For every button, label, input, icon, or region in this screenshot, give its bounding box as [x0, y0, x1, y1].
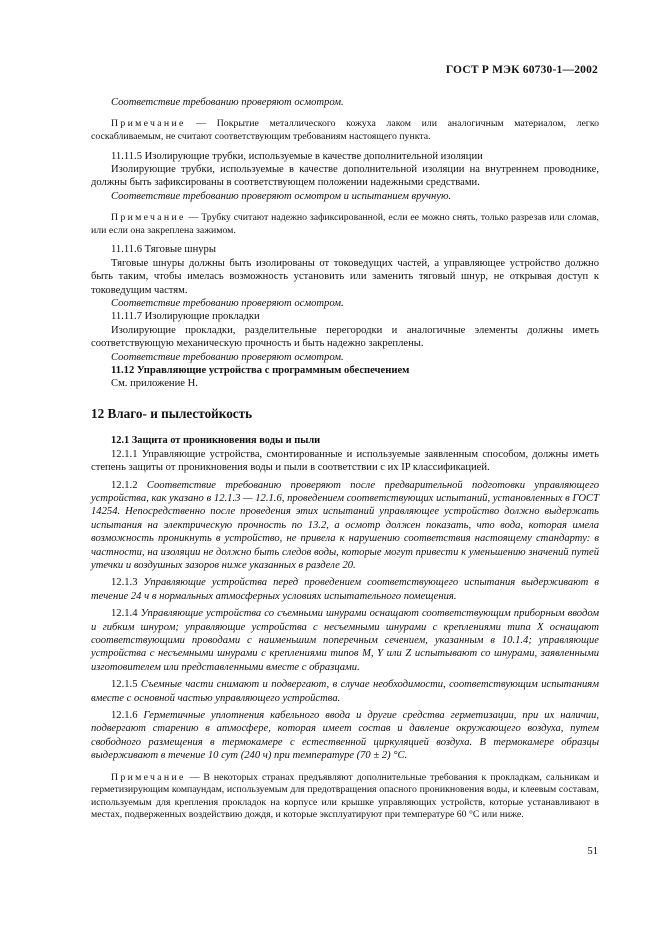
- paragraph-12-1-6: [91, 709, 599, 763]
- clause-text: Соответствие требованию проверяют после предварительной подготовки управляющего устройства, как указано в 12.1.3 — 12.1.6, проведением соответствующих испытаний, установленных в ГОСТ 14254. Непосредственно после проведения этих испытаний управляющее устройство должно выдержать испытания на электрическую прочность по 13.2, а осмотр должен показать, что вода, которая имела возможность проникнуть в устройство, не привела к нарушению соответствия настоящему стандарту: в частности, на изоляции не должно быть следов воды, которые могут привести к уменьшению значений путей утечки и воздушных зазоров ниже указанных в разделе 20.: [91, 479, 599, 571]
- clause-number: 12.1.5: [111, 679, 141, 691]
- clause-number: 12.1.2: [111, 479, 147, 491]
- clause-number: 12.1.6: [111, 710, 144, 721]
- paragraph-12-1-4: [91, 607, 599, 674]
- section-11-11-7-text: Изолирующие прокладки, разделительные перегородки и аналогичные элементы должны иметь соответствующую механическую прочность и быть надежно закреплены.: [91, 324, 599, 350]
- check-paragraph: Соответствие требованию проверяют осмотром.: [111, 97, 344, 108]
- page-content: [91, 96, 599, 822]
- section-11-11-6-text: Тяговые шнуры должны быть изолированы от токоведущих частей, а управляющее устройство должно быть таким, чтобы имелась возможность установить или заменить тяговый шнур, не открывая доступ к токоведущим частям.: [91, 257, 599, 296]
- section-11-11-7-check: Соответствие требованию проверяют осмотром.: [111, 351, 344, 363]
- clause-number: 12.1.4: [111, 608, 141, 620]
- paragraph-12-1-2: [91, 479, 599, 573]
- section-11-12-text: См. приложение Н.: [111, 378, 198, 390]
- section-11-11-6-title: 11.11.6 Тяговые шнуры: [111, 244, 216, 256]
- paragraph-12-1-5: [91, 678, 599, 705]
- note-label: Примечание: [111, 118, 186, 130]
- section-11-11-7-title: 11.11.7 Изолирующие прокладки: [111, 311, 260, 323]
- standard-code-header: ГОСТ Р МЭК 60730-1—2002: [445, 64, 598, 76]
- note-text: — В некоторых странах предъявляют дополнительные требования к прокладкам, сальникам и герметизирующим компаундам, используемым для предотвращения опасного проникновения воды, и клеевым составам, используемым для крепления прокладок на корпусе или крышке управляющих устройств, которые устанавливают в местах, подверженных воздействию дождя, и которые эксплуатируют при температуре 60 °С или ниже.: [91, 771, 599, 821]
- section-12-1-heading: 12.1 Защита от проникновения воды и пыли: [111, 435, 321, 447]
- clause-text: Управляющие устройства перед проведением соответствующего испытания выдерживают в течение 24 ч в нормальных атмосферных условиях испытательного помещения.: [91, 577, 599, 602]
- note-text: — Трубку считают надежно зафиксированной, если ее можно снять, только разрезав или сломав, или если она закреплена зажимом.: [91, 212, 599, 236]
- section-11-11-5-check: Соответствие требованию проверяют осмотром и испытанием вручную.: [111, 190, 452, 202]
- note-text: — Покрытие металлического кожуха лаком или аналогичным материалом, легко соскабливаемым, не считают соответствующим требованиям настоящего пункта.: [91, 118, 599, 142]
- note-label: Примечание: [111, 212, 186, 224]
- paragraph-12-1-1: 12.1.1 Управляющие устройства, смонтированные и используемые заявленным способом, должны иметь степень защиты от проникновения воды и пыли в соответствии с их IP классификацией.: [91, 448, 599, 474]
- page-number: 51: [587, 846, 598, 857]
- section-11-11-5-text: Изолирующие трубки, используемые в качестве дополнительной изоляции на внутреннем проводнике, должны быть зафиксированы в соответствующем положении надежными средствами.: [91, 164, 599, 189]
- note-1: [91, 118, 599, 143]
- clause-text: Герметичные уплотнения кабельного ввода и другие средства герметизации, при их наличии, подвергают старению в атмосфере, которая имеет состав и давление окружающего воздуха, путем свободного размещения в термокамере с естественной циркуляцией воздуха. В термокамере образцы выдерживают в течение 10 сут (240 ч) при температуре (70 ± 2) °С.: [91, 710, 599, 762]
- section-11-11-5-title: 11.11.5 Изолирующие трубки, используемые в качестве дополнительной изоляции: [111, 150, 483, 162]
- section-12-heading: 12 Влаго- и пылестойкость: [91, 405, 253, 421]
- clause-number: 12.1.3: [111, 577, 144, 589]
- paragraph-12-1-3: [91, 576, 599, 603]
- note-label: Примечание: [111, 771, 186, 783]
- clause-text: Съемные части снимают и подвергают, в случае необходимости, соответствующим испытаниям вместе с основной частью управляющего устройства.: [91, 679, 599, 704]
- clause-text: Управляющие устройства со съемными шнурами оснащают соответствующим приборным вводом и гибким шнуром; управляющие устройства с несъемными шнурами с креплениями типа X оснащают соответствующими проводами с наименьшим поперечным сечением, указанным в 10.1.4; управляющие устройства с несъемными шнурами с креплениями типов M, Y или Z испытывают со шнурами, заявленными изготовителем или представленными вместе с образцами.: [91, 608, 599, 673]
- section-11-11-6-check: Соответствие требованию проверяют осмотром.: [111, 298, 344, 310]
- note-2: [91, 212, 599, 237]
- note-3: [91, 772, 599, 822]
- section-11-12-title: 11.12 Управляющие устройства с программным обеспечением: [111, 365, 410, 377]
